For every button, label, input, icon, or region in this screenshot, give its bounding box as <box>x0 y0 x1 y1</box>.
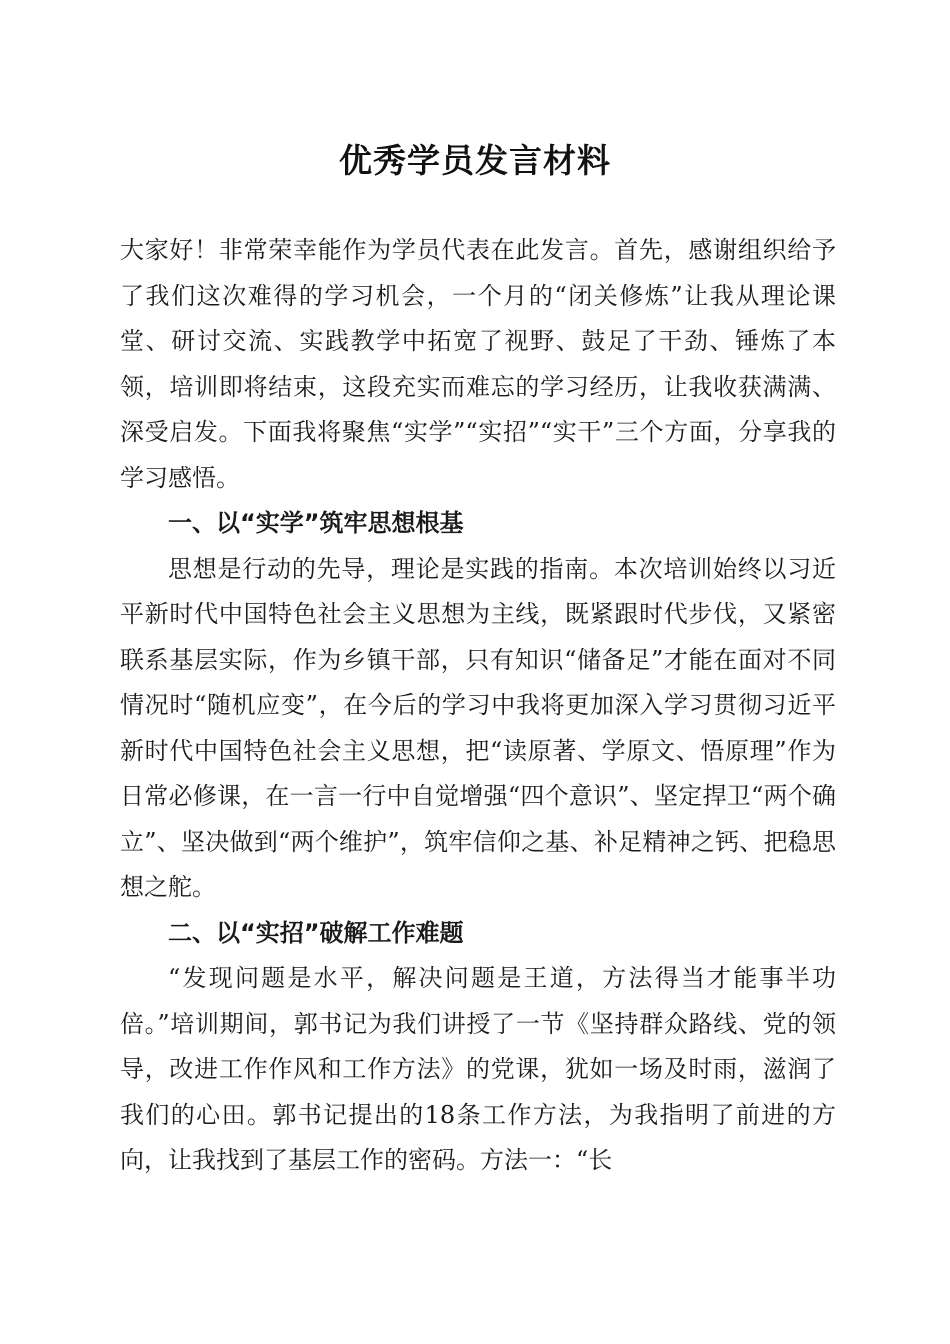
document-title: 优秀学员发言材料 <box>339 141 611 180</box>
section-2-paragraph: “发现问题是水平，解决问题是王道，方法得当才能事半功倍。”培训期间，郭书记为我们讲授了一节《坚持群众路线、党的领导，改进工作作风和工作方法》的党课，犹如一场及时雨，滋润了我们的心田。郭书记提出的18条工作方法，为我指明了前进的方向，让我找到了基层工作的密码。方法一：“长 <box>120 964 836 1174</box>
document-body <box>120 228 836 1184</box>
section-2-heading: 二、以“实招”破解工作难题 <box>168 918 464 947</box>
section-1-paragraph: 思想是行动的先导，理论是实践的指南。本次培训始终以习近平新时代中国特色社会主义思想为主线，既紧跟时代步伐，又紧密联系基层实际，作为乡镇干部，只有知识“储备足”才能在面对不同情况时“随机应变”，在今后的学习中我将更加深入学习贯彻习近平新时代中国特色社会主义思想，把“读原著、学原文、悟原理”作为日常必修课，在一言一行中自觉增强“四个意识”、坚定捍卫“两个确立”、坚决做到“两个维护”，筑牢信仰之基、补足精神之钙、把稳思想之舵。 <box>120 554 836 901</box>
intro-paragraph: 大家好！非常荣幸能作为学员代表在此发言。首先，感谢组织给予了我们这次难得的学习机会，一个月的“闭关修炼”让我从理论课堂、研讨交流、实践教学中拓宽了视野、鼓足了干劲、锤炼了本领，培训即将结束，这段充实而难忘的学习经历，让我收获满满、深受启发。下面我将聚焦“实学”“实招”“实干”三个方面，分享我的学习感悟。 <box>120 236 836 492</box>
section-1-heading: 一、以“实学”筑牢思想根基 <box>168 509 464 537</box>
